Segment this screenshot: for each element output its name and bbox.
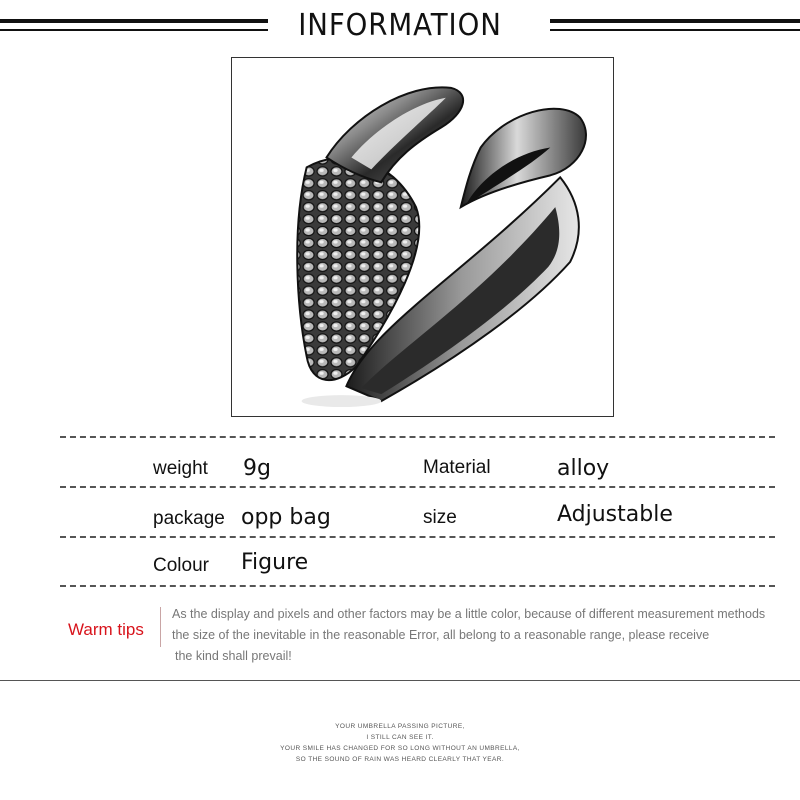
product-photo	[231, 57, 614, 417]
spec-divider	[60, 536, 775, 538]
footer-poem-line: I STILL CAN SEE IT.	[366, 734, 434, 741]
spec-divider	[60, 436, 775, 438]
package-label: package	[153, 508, 225, 529]
claw-ring-image	[232, 58, 613, 416]
spec-divider	[60, 585, 775, 587]
spec-divider	[60, 486, 775, 488]
warm-tips-line: the kind shall prevail!	[175, 649, 292, 663]
page-title: INFORMATION	[298, 8, 502, 43]
information-header	[0, 0, 800, 52]
footer-poem-line: YOUR UMBRELLA PASSING PICTURE,	[335, 723, 465, 730]
colour-value: Figure	[241, 550, 309, 575]
size-value: Adjustable	[557, 502, 673, 527]
material-label: Material	[423, 457, 491, 478]
warm-tips-label: Warm tips	[68, 620, 144, 639]
size-label: size	[423, 507, 457, 528]
colour-label: Colour	[153, 555, 209, 576]
package-value: opp bag	[241, 505, 331, 530]
warm-tips-line: the size of the inevitable in the reasonable Error, all belong to a reasonable range, please receive	[172, 628, 710, 642]
footer-poem-line: YOUR SMILE HAS CHANGED FOR SO LONG WITHOUT AN UMBRELLA,	[280, 745, 520, 752]
weight-label: weight	[153, 458, 208, 479]
warm-tips-line: As the display and pixels and other factors may be a little color, because of different measurement methods	[172, 607, 766, 621]
footer-poem-line: SO THE SOUND OF RAIN WAS HEARD CLEARLY THAT YEAR.	[295, 756, 505, 763]
footer-rule	[0, 680, 800, 681]
material-value: alloy	[557, 456, 610, 481]
warm-tips-separator	[160, 607, 161, 647]
weight-value: 9g	[243, 456, 271, 481]
